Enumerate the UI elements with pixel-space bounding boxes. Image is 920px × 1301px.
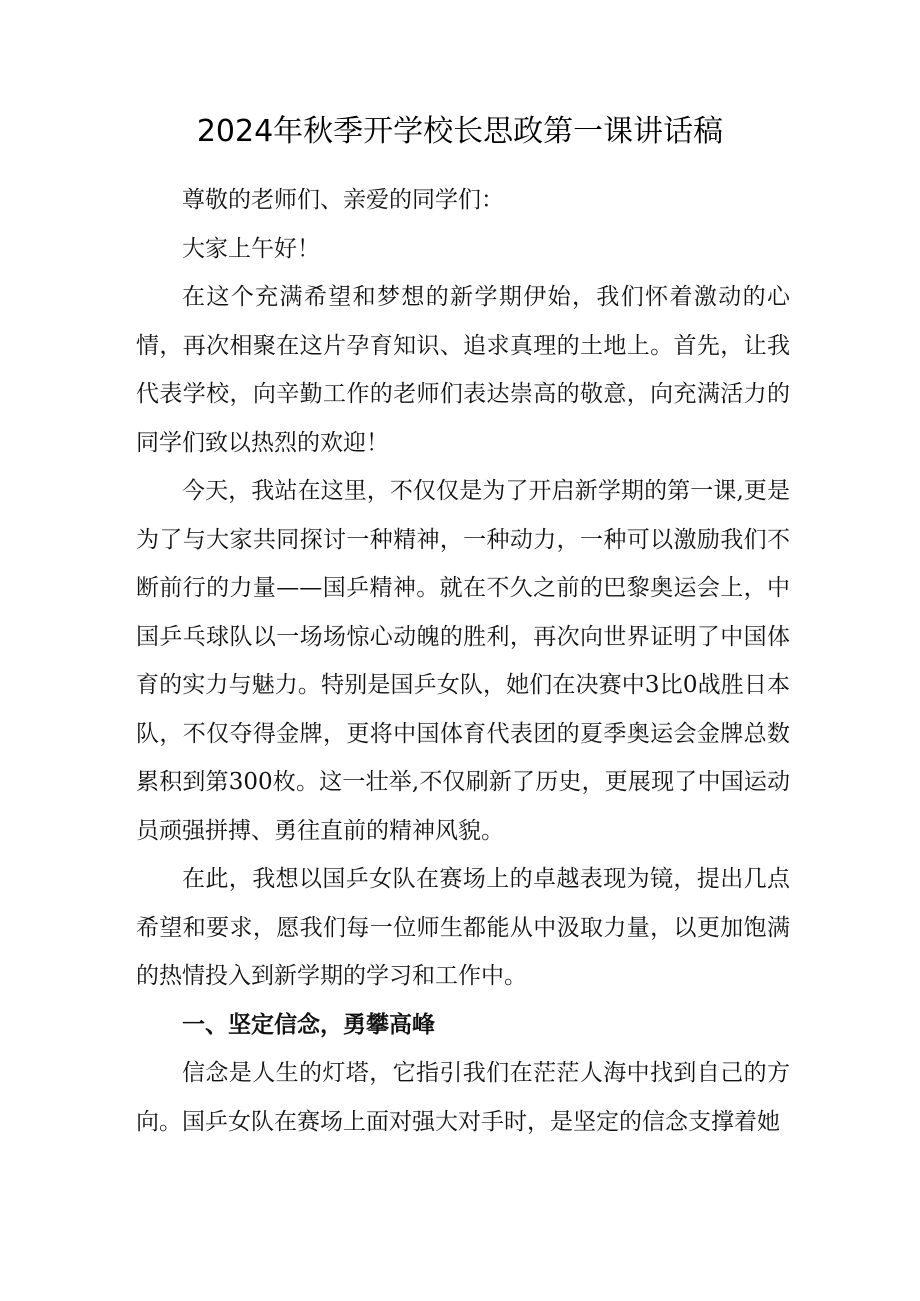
document-title: 2024年秋季开学校长思政第一课讲话稿 [196, 114, 724, 149]
greeting: 大家上午好！ [182, 235, 320, 262]
salutation: 尊敬的老师们、亲爱的同学们： [182, 187, 504, 213]
paragraph: 今天，我站在这里，不仅仅是为了开启新学期的第一课,更是为了与大家共同探讨一种精神，一种动力，一种可以激励我们不断前行的力量——国乒精神。就在不久之前的巴黎奥运会上，中国乒乓球队以一场场惊心动魄的胜利，再次向世界证明了中国体育的实力与魅力。特别是国乒女队，她们在决赛中3比0战胜日本队，不仅夺得金牌，更将中国体育代表团的夏季奥运会金牌总数累积到第300枚。这一壮举,不仅刷新了历史，更展现了中国运动员顽强拼搏、勇往直前的精神风貌。 [136, 478, 790, 844]
paragraph: 在这个充满希望和梦想的新学期伊始，我们怀着激动的心情，再次相聚在这片孕育知识、追求真理的土地上。首先，让我代表学校，向辛勤工作的老师们表达崇高的敬意，向充满活力的同学们致以热烈的欢迎！ [136, 284, 790, 456]
document-body [136, 176, 790, 1146]
paragraph: 信念是人生的灯塔，它指引我们在茫茫人海中找到自己的方向。国乒女队在赛场上面对强大对手时，是坚定的信念支撑着她 [136, 1060, 790, 1135]
paragraph: 在此，我想以国乒女队在赛场上的卓越表现为镜，提出几点希望和要求，愿我们每一位师生都能从中汲取力量，以更加饱满的热情投入到新学期的学习和工作中。 [136, 866, 790, 989]
section-heading: 一、坚定信念，勇攀高峰 [182, 1011, 435, 1038]
